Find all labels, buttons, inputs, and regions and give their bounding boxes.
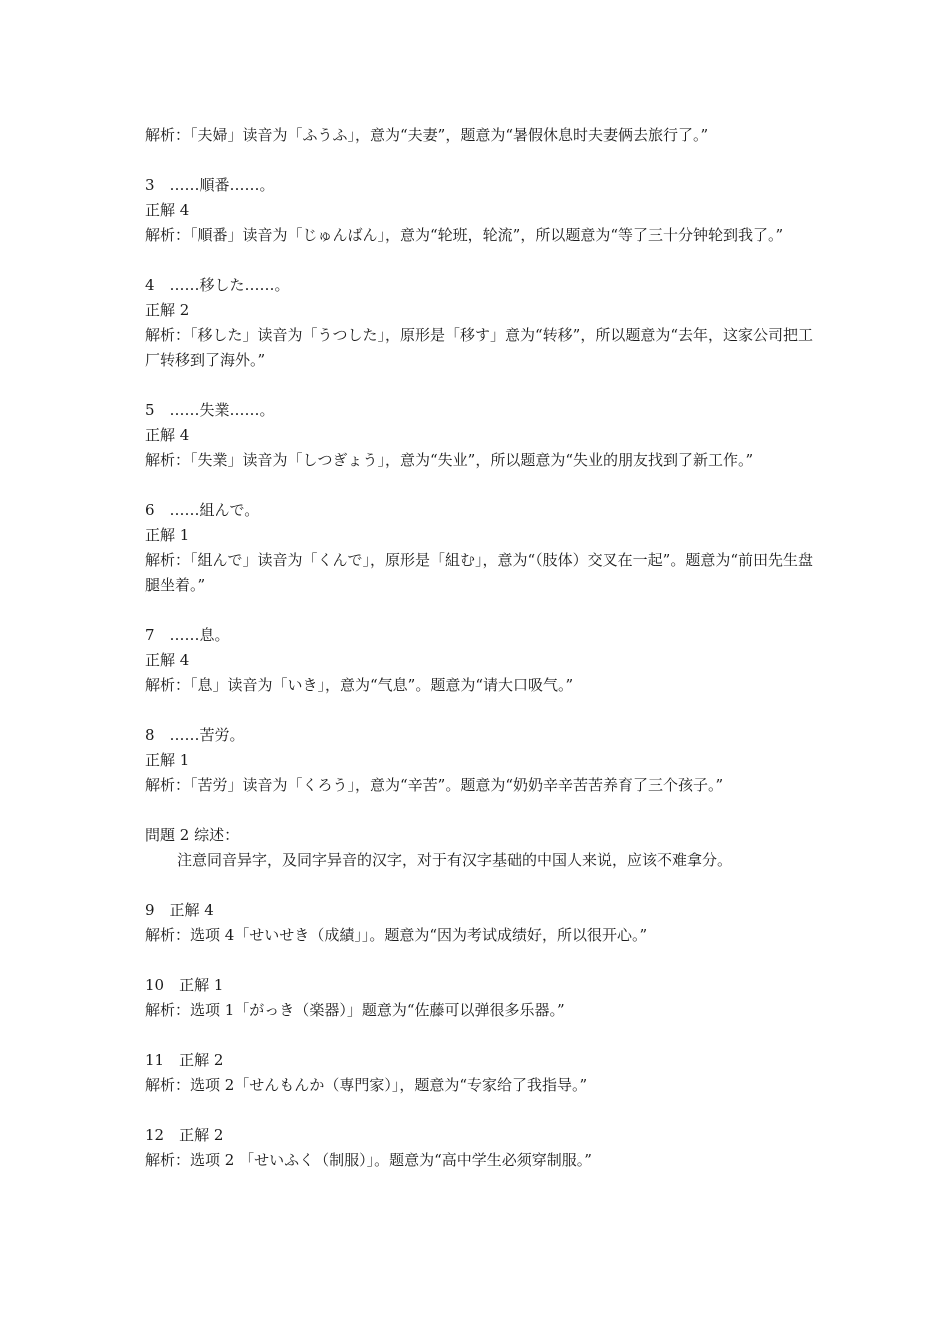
- analysis-text: 解析：「息」读音为「いき」，意为“气息”。题意为“请大口吸气。”: [145, 676, 574, 694]
- question-12: [145, 1123, 815, 1173]
- question-heading: 7 ……息。: [145, 626, 230, 644]
- analysis-text: 解析：「苦労」读音为「くろう」，意为“辛苦”。题意为“奶奶辛辛苦苦养育了三个孩子。”: [145, 776, 724, 794]
- answer-label: 正解 4: [145, 201, 190, 219]
- question-11: [145, 1048, 815, 1098]
- analysis-text: 解析：「順番」读音为「じゅんばん」，意为“轮班，轮流”，所以题意为“等了三十分钟轮到我了。”: [145, 226, 784, 244]
- question-heading: 5 ……失業……。: [145, 401, 275, 419]
- question-heading: 4 ……移した……。: [145, 276, 290, 294]
- answer-label: 正解 1: [145, 751, 190, 769]
- question-3: [145, 173, 815, 248]
- question-heading: 6 ……組んで。: [145, 501, 260, 519]
- analysis-text: 解析：「失業」读音为「しつぎょう」，意为“失业”，所以题意为“失业的朋友找到了新工作。”: [145, 451, 754, 469]
- question-heading: 11 正解 2: [145, 1051, 224, 1069]
- question-4: [145, 273, 815, 373]
- summary-title: 問題 2 综述：: [145, 826, 240, 844]
- summary-body: 注意同音异字，及同字异音的汉字，对于有汉字基础的中国人来说，应该不难拿分。: [177, 851, 733, 869]
- analysis-text: 解析：「移した」读音为「うつした」，原形是「移す」意为“转移”，所以题意为“去年，这家公司把工厂转移到了海外。”: [145, 326, 814, 369]
- question-10: [145, 973, 815, 1023]
- question-heading: 10 正解 1: [145, 976, 224, 994]
- analysis-text: 解析：选项 2 「せいふく（制服）」。题意为“高中学生必须穿制服。”: [145, 1151, 592, 1169]
- previous-analysis: 解析：「夫婦」读音为「ふうふ」，意为“夫妻”，题意为“暑假休息时夫妻俩去旅行了。”: [145, 126, 709, 144]
- document-body: [145, 123, 815, 1173]
- question-heading: 12 正解 2: [145, 1126, 224, 1144]
- answer-label: 正解 1: [145, 526, 190, 544]
- question-5: [145, 398, 815, 473]
- question-heading: 9 正解 4: [145, 901, 214, 919]
- answer-label: 正解 4: [145, 426, 190, 444]
- analysis-text: 解析：选项 1「がっき（楽器）」题意为“佐藤可以弹很多乐器。”: [145, 1001, 565, 1019]
- question-9: [145, 898, 815, 948]
- answer-label: 正解 4: [145, 651, 190, 669]
- analysis-text: 解析：选项 2「せんもんか（専門家）」，题意为“专家给了我指导。”: [145, 1076, 588, 1094]
- question-8: [145, 723, 815, 798]
- analysis-text: 解析：「組んで」读音为「くんで」，原形是「組む」，意为“（肢体）交叉在一起”。题意为“前田先生盘腿坐着。”: [145, 551, 814, 594]
- question-heading: 8 ……苦労。: [145, 726, 245, 744]
- question-heading: 3 ……順番……。: [145, 176, 275, 194]
- question-6: [145, 498, 815, 598]
- section-summary: [145, 823, 815, 873]
- question-7: [145, 623, 815, 698]
- analysis-text: 解析：选项 4「せいせき（成績」」。题意为“因为考试成绩好，所以很开心。”: [145, 926, 648, 944]
- answer-label: 正解 2: [145, 301, 190, 319]
